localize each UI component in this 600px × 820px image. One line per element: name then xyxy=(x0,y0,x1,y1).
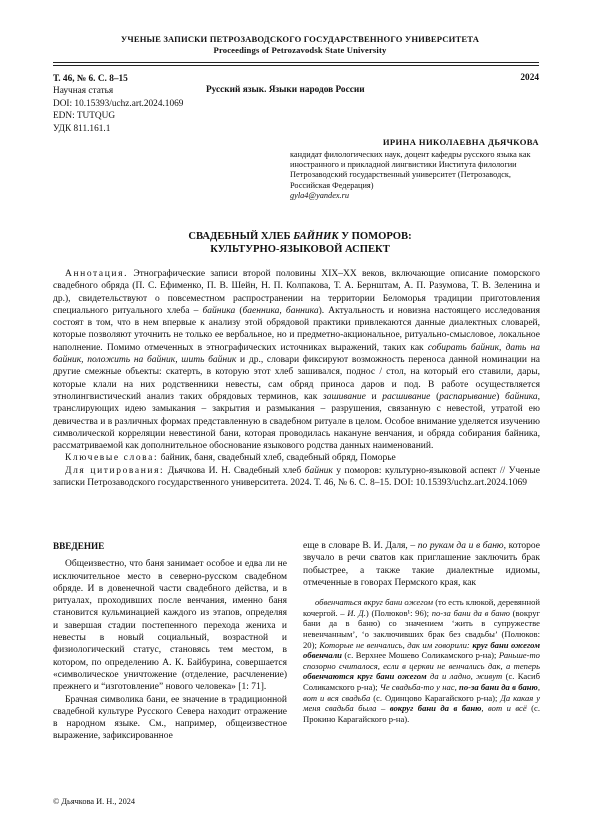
section-heading-introduction: ВВЕДЕНИЕ xyxy=(53,541,105,551)
example-text: (с. Касиб Соликамского р-на); xyxy=(303,671,540,692)
example-bold-term: обвенчаются круг бани ожегом xyxy=(303,671,427,682)
dialect-examples xyxy=(303,597,540,724)
example-text: ) (Полюков¹: 96); xyxy=(365,607,429,618)
author-university: Петрозаводский государственный университет (Петрозаводск, Российская Федерация) xyxy=(290,170,512,190)
udk: УДК 811.161.1 xyxy=(53,123,111,134)
body-column-right xyxy=(303,540,540,724)
abstract-text: и xyxy=(371,391,377,402)
keywords-label: Ключевые слова: xyxy=(65,453,159,464)
example-term: обвенчаться вкруг бани ожегом xyxy=(315,597,434,608)
abstract-text: ) xyxy=(496,391,500,402)
abstract-text: ( xyxy=(436,391,440,402)
example-bold-term: по-за бани да в баню xyxy=(459,681,538,692)
abstract-term: распарывание xyxy=(439,391,497,402)
journal-header xyxy=(0,34,600,56)
article-meta xyxy=(53,73,183,135)
abstract-text: ). Актуальность и новизна настоящего исследования состоят в том, что в нем впервые к анализу этой обрядовой практики привлекаются данные диалектных словарей, которые позволяют уточнить не только ее вербальное, но и предметно-акциональное, ритуально-смысловое, локальное наполнение. Помимо отмеченных в этнографических источниках выражений, таких как xyxy=(53,305,541,353)
citation-text: у поморов: культурно-языковой аспект // Ученые записки Петрозаводского государственного университета. 2024. Т. 46, № 6. С. 8–15. DOI: 10.15393/uchz.art.2024.1069 xyxy=(53,465,540,489)
citation-text: Дьячкова И. Н. Свадебный хлеб xyxy=(167,465,302,476)
abstract-text: и др., словари фиксируют возможность переноса данной номинации на другие смежные объекты: скатерть, в которую этот хлеб зашивался, поднос / стол, на который его ставили, дары, которые клали на них родственники невесты, сам обряд приноса даров и под. В работе осуществляется этнолингвистический анализ таких обрядовых терминов, как xyxy=(53,355,540,402)
abstract-term: расшивание xyxy=(382,391,431,402)
doi[interactable]: DOI: 10.15393/uchz.art.2024.1069 xyxy=(53,98,184,109)
citation-label: Для цитирования: xyxy=(65,465,165,476)
example-term: Че свадьба-то у нас, xyxy=(379,681,457,692)
abstract-term: зашивание xyxy=(322,391,366,402)
volume-pages: Т. 46, № 6. С. 8–15 xyxy=(53,74,128,84)
author-email[interactable]: gyla4@yandex.ru xyxy=(290,190,350,200)
example-text: (с. Верхнее Мошево Соликамского р-на); xyxy=(344,650,497,661)
example-term: по-за бани да в баню xyxy=(431,607,510,618)
abstract-text: ( xyxy=(239,305,243,316)
journal-title-en: Proceedings of Petrozavodsk State University xyxy=(213,45,387,55)
author-affiliation xyxy=(290,150,540,201)
title-emphasis: БАЙНИК xyxy=(293,231,339,242)
abstract-term: байника xyxy=(504,391,538,402)
header-rule-top xyxy=(53,62,539,63)
example-bold-term: круг бани ожегом обвенчали xyxy=(303,639,541,661)
example-term: И. Д. xyxy=(347,607,366,618)
article-title xyxy=(0,230,600,256)
copyright: © Дьячкова И. Н., 2024 xyxy=(53,797,136,806)
example-term: Да какая у меня свадьба была – xyxy=(303,692,541,714)
citation-term: байник xyxy=(304,465,333,476)
body-column-left xyxy=(53,540,287,743)
title-part: СВАДЕБНЫЙ ХЛЕБ xyxy=(188,231,294,242)
edn: EDN: TUTQUG xyxy=(53,111,116,122)
abstract-text: , транслирующих идею замыкания – закрытия и размыкания – разрушения, связанную с невестой, утратой ею девичества и в различных формах представленную в свадебном ритуале в целом. Особое внимание уделяется изучению символической корреляции невестиной бани, которая проводилась накануне венчания, и обряда собирания байника, рассматриваемой как дополнительное обоснование языкового родства данных наименований. xyxy=(53,391,541,452)
title-line-2: КУЛЬТУРНО-ЯЗЫКОВОЙ АСПЕКТ xyxy=(210,244,390,255)
abstract-label: Аннотация. xyxy=(65,269,129,279)
example-text: (с. Прокино Карагайского р-на). xyxy=(303,703,540,724)
section-title: Русский язык. Языки народов России xyxy=(206,85,365,95)
title-part: У ПОМОРОВ: xyxy=(338,231,412,242)
example-term: Которые не венчались, дак им говорили: xyxy=(319,639,470,650)
article-type: Научная статья xyxy=(53,86,114,97)
abstract xyxy=(53,268,540,489)
year: 2024 xyxy=(520,73,539,83)
example-term: , вот и вся свадьба xyxy=(303,681,540,703)
abstract-term: байника xyxy=(202,305,236,316)
author-name: ИРИНА НИКОЛАЕВНА ДЬЯЧКОВА xyxy=(382,137,539,147)
example-term: да и ладно, живут xyxy=(429,671,503,682)
body-paragraph-continued xyxy=(303,540,540,589)
example-term: , вот и всё xyxy=(481,703,527,714)
example-text: (с. Одинцово Карагайского р-на); xyxy=(373,692,498,703)
abstract-term: собирать байник, дать на байник, положить на байник, шить байник xyxy=(53,342,540,366)
example-text: (то есть клюкой, деревянной кочергой. – xyxy=(303,597,540,618)
example-term: Раньше-то спозорно считалося, если в церкви не венчались дак, а теперь xyxy=(303,650,540,671)
body-term: по рукам да и в баню xyxy=(417,541,504,551)
abstract-term: баенника, банника xyxy=(242,305,319,316)
body-paragraph: Брачная символика бани, ее значение в традиционной свадебной культуре Русского Севера находит отражение в народном языке. См., например, общеизвестное выражение, зафиксированное xyxy=(53,694,287,742)
keywords: байник, баня, свадебный хлеб, свадебный обряд, Поморье xyxy=(160,453,396,464)
body-paragraph: Общеизвестно, что баня занимает особое и едва ли не исключительное место в северно-русском свадебном обряде. И в довенечной части свадебного действа, и в ритуалах, проходивших после венчания, именно баня становится кульминацией каждого из этапов, определяя и завершая стадии постепенного перехода жениха и невесты в новый социальный, возрастной и физиологический статус, становясь тем местом, в котором, по определению А. К. Байбурина, совершается «символическое уничтожение (отделение, расчленение) прежнего и “изготовление” нового человека» [1: 71]. xyxy=(53,559,287,693)
body-text: , которое звучало в речи сватов как приглашение заключить брак побыстрее, а также такие диалектные идиомы, отмеченные в говорах Пермского края, как xyxy=(303,541,541,588)
example-text: (вокруг бани да в баню) со значением ‘жить в супружестве невенчанным’, ‘о заключивших брак без свадьбы’ (Полюков: 20); xyxy=(303,607,541,650)
body-text: еще в словаре В. И. Даля, – xyxy=(303,541,416,551)
author-position: кандидат филологических наук, доцент кафедры русского языка как иностранного и прикладной лингвистики Института филологии xyxy=(290,150,531,170)
header-rule-bottom xyxy=(53,65,539,66)
journal-title-ru: УЧЕНЫЕ ЗАПИСКИ ПЕТРОЗАВОДСКОГО ГОСУДАРСТВЕННОГО УНИВЕРСИТЕТА xyxy=(120,34,480,44)
example-bold-term: вокруг бани да в баню xyxy=(389,703,482,714)
abstract-text: Этнографические записи второй половины XIX–XX веков, включающие описание поморского свадебного обряда (П. С. Ефименко, П. В. Шейн, Н. П. Колпакова, Т. А. Бернштам, А. П. Разумова, Т. В. Зеленина и др.), свидетельствуют о повсеместном распространении на территории Беломорья традиции приготовления специального ритуального хлеба – xyxy=(53,269,541,316)
